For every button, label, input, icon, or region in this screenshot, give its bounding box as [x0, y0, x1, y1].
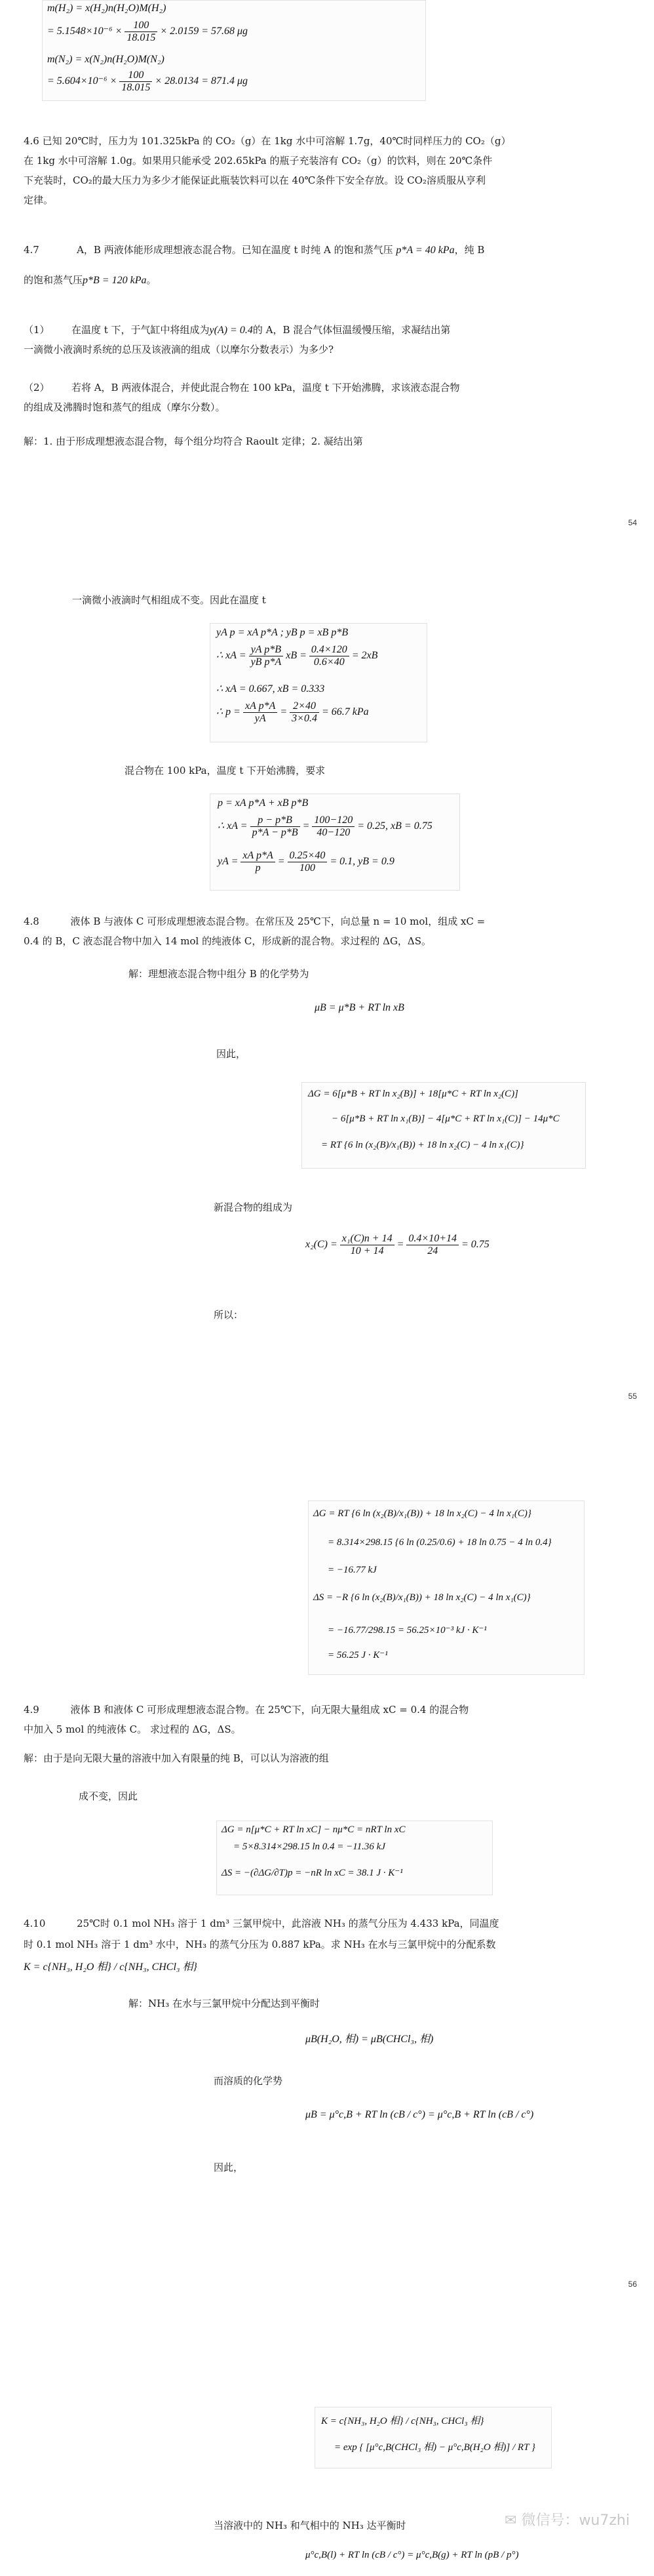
- q48-therefore: 因此，: [216, 1048, 246, 1060]
- page-number-55: 55: [628, 1392, 637, 1401]
- q47-solution: 解：1. 由于形成理想液态混合物，每个组分均符合 Raoult 定律；2. 凝结出第: [24, 435, 363, 447]
- q410b-k1: K = c{NH₃, H₂O 相} / c{NH₃, CHCl₃ 相}: [321, 2416, 484, 2426]
- q48-g1: ΔG = 6[μ*B + RT ln x₂(B)] + 18[μ*C + RT ln x₂(C)]: [308, 1089, 518, 1099]
- q47b-f1: p = xA p*A + xB p*B: [218, 797, 309, 809]
- q49-e2: = 5×8.314×298.15 ln 0.4 = −11.36 kJ: [233, 1841, 385, 1852]
- q46-line3: 下充装时，CO₂的最大压力为多少才能保证此瓶装饮料可以在 40℃条件下安全存放。设 CO₂溶质服从亨利: [24, 174, 486, 186]
- q46-line1: 4.6 已知 20℃时，压力为 101.325kPa 的 CO₂（g）在 1kg 水中可溶解 1.7g，40℃时同样压力的 CO₂（g）: [24, 135, 511, 147]
- q410b-line: 当溶液中的 NH₃ 和气相中的 NH₃ 达平衡时: [214, 2520, 406, 2531]
- wechat-watermark: ✉ 微信号：wu7zhi: [505, 2512, 630, 2529]
- formula-m-n2-calc: = 5.604×10⁻⁶ × $\frac{100}{18.015}$ × 28.0134 = 871.4 μg: [47, 70, 248, 93]
- q48-line2: 0.4 的 B，C 液态混合物中加入 14 mol 的纯液体 C，形成新的混合物。求过程的 ΔG，ΔS。: [24, 935, 432, 947]
- q47-sub2: （2） 若将 A，B 两液体混合，并使此混合物在 100 kPa，温度 t 下开始沸腾，求该液态混合物: [24, 382, 460, 393]
- q48b-s2: = −16.77/298.15 = 56.25×10⁻³ kJ · K⁻¹: [328, 1625, 487, 1636]
- q49-e1: ΔG = n[μ*C + RT ln xC] − nμ*C = nRT ln xC: [221, 1824, 406, 1835]
- q410-line1: 4.10 25℃时 0.1 mol NH₃ 溶于 1 dm³ 三氯甲烷中，此溶液 NH₃ 的蒸气分压为 4.433 kPa，同温度: [24, 1918, 499, 1929]
- q48b-g3: = −16.77 kJ: [328, 1565, 377, 1575]
- q410b-k2: = exp { [μ°c,B(CHCl₃ 相) − μ°c,B(H₂O 相)] / RT }: [334, 2442, 535, 2453]
- q48b-g2: = 8.314×298.15 {6 ln (0.25/0.6) + 18 ln 0.75 − 4 ln 0.4}: [328, 1537, 552, 1548]
- q49-line1: 4.9 液体 B 和液体 C 可形成理想液态混合物。在 25℃下，向无限大量组成 xC = 0.4 的混合物: [24, 1704, 469, 1716]
- q410-therefore: 因此，: [214, 2162, 244, 2173]
- q410-line2: 时 0.1 mol NH₃ 溶于 1 dm³ 水中，NH₃ 的蒸气分压为 0.887 kPa。求 NH₃ 在水与三氯甲烷中的分配系数: [24, 1939, 496, 1950]
- q410-eq: μB(H₂O, 相) = μB(CHCl₃, 相): [305, 2034, 434, 2045]
- q48-mu: μB = μ*B + RT ln xB: [315, 1002, 404, 1013]
- page-number-56: 56: [628, 2280, 637, 2289]
- q47b-line: 一滴微小液滴时气相组成不变。因此在温度 t: [72, 594, 266, 606]
- q410-mu: μB = μ°c,B + RT ln (cB / c°) = μ°c,B + RT ln (cB / c°): [305, 2109, 534, 2120]
- q47-sub2-line2: 的组成及沸腾时饱和蒸气的组成（摩尔分数）。: [24, 401, 225, 413]
- q47b-e4: ∴ p = $\frac{\text{xA p*A}}{yA}$ = $\frac{2\times 40}{3\times 0.4}$ = 66.7 kPa: [216, 700, 369, 724]
- q410-k: K = c{NH₃, H₂O 相} / c{NH₃, CHCl₃ 相}: [24, 1962, 197, 1973]
- formula-m-h2-calc: = 5.1548×10⁻⁶ × $\frac{100}{18.015}$ × 2.0159 = 57.68 μg: [47, 20, 248, 43]
- q47b-e2: ∴ xA = $\frac{\text{yA p*B}}{\text{yB p*A}}$ xB = $\frac{0.4\times 120}{0.6\times 40}$ = 2xB: [216, 644, 378, 668]
- q48-line1: 4.8 液体 B 与液体 C 可形成理想液态混合物。在常压及 25℃下，向总量 n = 10 mol，组成 xC =: [24, 916, 486, 927]
- q47b-f2: ∴ xA = $\frac{p - p*B}{p*A - p*B}$ = $\frac{100-120}{40-120}$ = 0.25, xB = 0.75: [218, 815, 433, 838]
- q48b-s3: = 56.25 J · K⁻¹: [328, 1650, 388, 1660]
- q48-g2: − 6[μ*B + RT ln x₁(B)] − 4[μ*C + RT ln x₁(C)] − 14μ*C: [332, 1114, 560, 1124]
- q47-sub1: （1） 在温度 t 下，于气缸中将组成为y(A) = 0.4的 A，B 混合气体恒温缓慢压缩，求凝结出第: [24, 324, 451, 336]
- q410-chem: 而溶质的化学势: [214, 2075, 283, 2087]
- page-number-54: 54: [628, 518, 637, 527]
- q49-solution-line2: 成不变，因此: [79, 1790, 138, 1802]
- q48-solution: 解：理想液态混合物中组分 B 的化学势为: [128, 968, 309, 980]
- q410b-last: μ°c,B(l) + RT ln (cB / c°) = μ°c,B(g) + RT ln (pB / p°): [305, 2550, 519, 2560]
- q410-solution: 解：NH₃ 在水与三氯甲烷中分配达到平衡时: [128, 1998, 320, 2009]
- q47-line2: 的饱和蒸气压p*B = 120 kPa。: [24, 274, 157, 286]
- q48-x2c: x₂(C) = $\frac{\text{x₁(C)n + 14}}{10 + 14}$ = $\frac{0.4\times 10+14}{24}$ = 0.75: [305, 1233, 490, 1257]
- q47b-e3: ∴ xA = 0.667, xB = 0.333: [216, 683, 325, 694]
- q46-line2: 在 1kg 水中可溶解 1.0g。如果用只能承受 202.65kPa 的瓶子充装溶有 CO₂（g）的饮料，则在 20℃条件: [24, 155, 493, 167]
- q48-newcomp: 新混合物的组成为: [214, 1201, 293, 1213]
- q48b-g1: ΔG = RT {6 ln (x₂(B)/x₁(B)) + 18 ln x₂(C) − 4 ln x₁(C)}: [313, 1508, 531, 1519]
- q49-solution: 解：由于是向无限大量的溶液中加入有限量的纯 B，可以认为溶液的组: [24, 1752, 329, 1764]
- q46-line4: 定律。: [24, 194, 54, 206]
- q48-so: 所以：: [214, 1309, 244, 1321]
- q47-sub1-line2: 一滴微小液滴时系统的总压及该液滴的组成（以摩尔分数表示）为多少?: [24, 344, 334, 355]
- q47b-f3: yA = $\frac{\text{xA p*A}}{p}$ = $\frac{0.25\times 40}{100}$ = 0.1, yB = 0.9: [218, 850, 394, 874]
- q48b-s1: ΔS = −R {6 ln (x₂(B)/x₁(B)) + 18 ln x₂(C) − 4 ln x₁(C)}: [313, 1592, 531, 1603]
- q49-line2: 中加入 5 mol 的纯液体 C。 求过程的 ΔG，ΔS。: [24, 1723, 241, 1735]
- q47-line1: 4.7 A，B 两液体能形成理想液态混合物。已知在温度 t 时纯 A 的饱和蒸气压 p*A = 40 kPa，纯 B: [24, 244, 485, 256]
- q49-e3: ΔS = −(∂ΔG/∂T)p = −nR ln xC = 38.1 J · K⁻¹: [221, 1868, 403, 1878]
- q47b-e1: yA p = xA p*A ; yB p = xB p*B: [216, 627, 349, 638]
- q48-g3: = RT {6 ln (x₂(B)/x₁(B)) + 18 ln x₂(C) − 4 ln x₁(C)}: [321, 1140, 524, 1150]
- formula-m-h2: m(H₂) = x(H₂)n(H₂O)M(H₂): [47, 3, 166, 14]
- formula-m-n2: m(N₂) = x(N₂)n(H₂O)M(N₂): [47, 54, 164, 65]
- wechat-icon: ✉: [505, 2512, 517, 2529]
- q47b-line2: 混合物在 100 kPa，温度 t 下开始沸腾，要求: [125, 765, 326, 776]
